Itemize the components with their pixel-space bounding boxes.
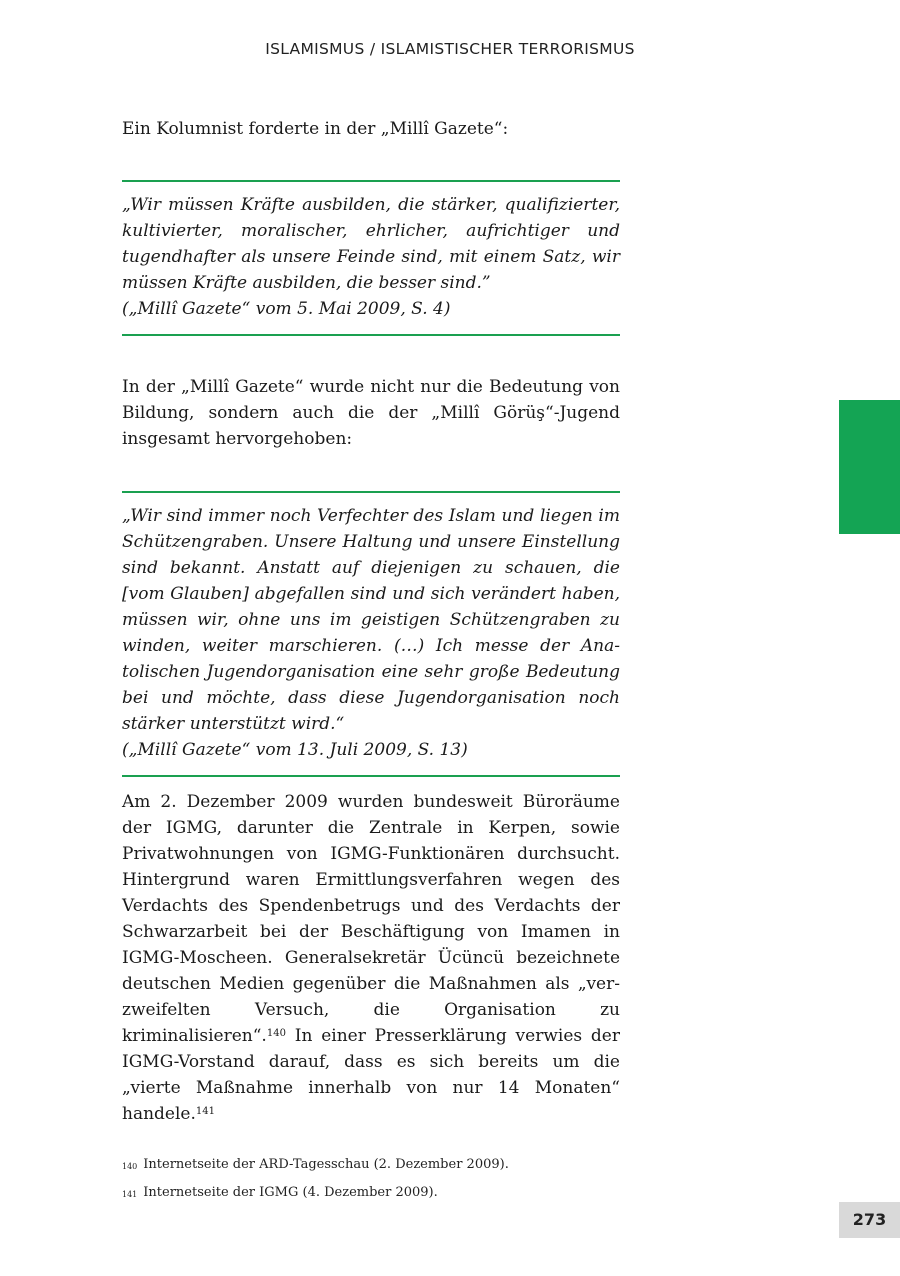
body-paragraph bbox=[122, 789, 620, 1127]
footnote-140-number: 140 bbox=[122, 1162, 138, 1171]
blockquote-2 bbox=[122, 491, 620, 777]
footnote-141-number: 141 bbox=[122, 1190, 138, 1199]
footnote-141 bbox=[122, 1184, 438, 1202]
blockquote-1-text: „Wir müssen Kräfte ausbilden, die stärker, qualifizierter, kultivierter, moralischer, ehrlicher, aufrichtiger und tugendhafter als unsere Feinde sind, mit einem Satz, wir müssen Kräfte ausbilden, die besser sind.” bbox=[122, 195, 620, 293]
blockquote-2-source: („Millî Gazete“ vom 13. Juli 2009, S. 13) bbox=[122, 740, 468, 760]
blockquote-2-text: „Wir sind immer noch Verfechter des Islam und liegen im Schützengraben. Unsere Haltung und unsere Einstellung sind bekannt. Anstatt auf diejenigen zu schauen, die [vom Glauben] abgefallen sind und sich verändert haben, müssen wir, ohne uns im geistigen Schützengraben zu winden, weiter marschieren. (…) Ich messe der Anatolischen Jugendorganisation eine sehr große Bedeutung bei und möchte, dass diese Jugendorganisation noch stärker unterstützt wird.“ bbox=[122, 506, 620, 734]
intro-paragraph-2: In der „Millî Gazete“ wurde nicht nur die Bedeutung von Bildung, sondern auch die der „Millî Görüş“-Jugend insgesamt hervorgehoben: bbox=[122, 377, 620, 449]
page-number: 273 bbox=[839, 1202, 900, 1238]
running-header-title: ISLAMISMUS / ISLAMISTISCHER TERRORISMUS bbox=[265, 40, 635, 58]
footnote-140-text: Internetseite der ARD-Tagesschau (2. Dezember 2009). bbox=[143, 1157, 509, 1172]
chapter-side-tab bbox=[839, 400, 900, 534]
body-paragraph-part-2: In einer Presserklärung verwies der IGMG-Vorstand darauf, dass es sich bereits um die „vierte Maßnahme innerhalb von nur 14 Monaten“ handele. bbox=[122, 1026, 620, 1124]
body-paragraph-part-1: Am 2. Dezember 2009 wurden bundesweit Büroräume der IGMG, darunter die Zentrale in Kerpen, sowie Privatwohnungen von IGMG-Funktionären durchsucht. Hintergrund waren Ermittlungsverfahren wegen des Verdachts des Spendenbetrugs und des Verdachts der Schwarzarbeit bei der Beschäftigung von Imamen in IGMG-Moscheen. Generalsekretär Ücüncü bezeichnete deutschen Medien gegenüber die Maßnahmen als „verzweifelten Versuch, die Organisation zu kriminalisieren“. bbox=[122, 792, 620, 1046]
footnote-141-text: Internetseite der IGMG (4. Dezember 2009). bbox=[143, 1185, 438, 1200]
footnote-ref-140[interactable]: 140 bbox=[266, 1028, 286, 1039]
blockquote-1 bbox=[122, 180, 620, 336]
running-header bbox=[0, 40, 900, 58]
footnote-ref-141[interactable]: 141 bbox=[195, 1106, 215, 1117]
intro-paragraph-1: Ein Kolumnist forderte in der „Millî Gazete“: bbox=[122, 119, 509, 139]
blockquote-1-source: („Millî Gazete“ vom 5. Mai 2009, S. 4) bbox=[122, 299, 451, 319]
footnote-140 bbox=[122, 1156, 509, 1174]
